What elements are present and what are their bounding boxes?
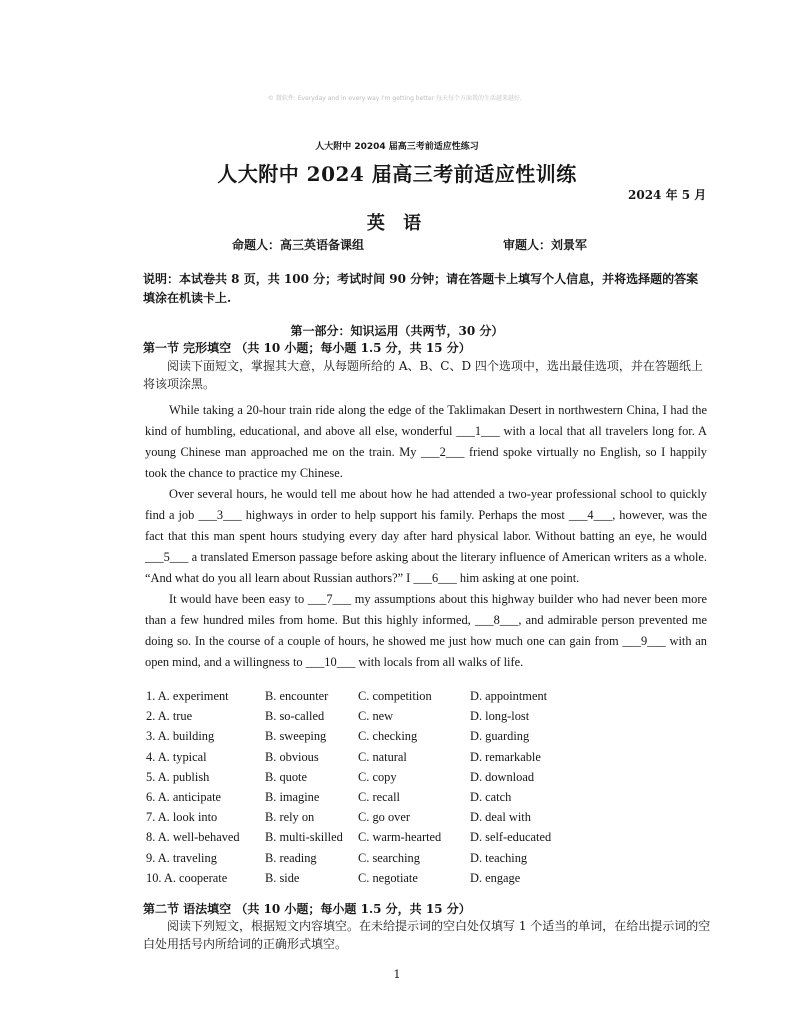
option-b: B. so-called	[265, 709, 325, 724]
option-a: 2. A. true	[146, 709, 193, 724]
option-row	[146, 709, 706, 729]
option-row	[146, 830, 706, 850]
page-number: 1	[393, 968, 401, 981]
option-c: C. checking	[358, 729, 418, 744]
option-a: 1. A. experiment	[146, 689, 229, 703]
section1-heading: 第一节 完形填空 （共 10 小题；每小题 1.5 分，共 15 分）	[143, 341, 471, 355]
option-c: C. copy	[358, 769, 397, 784]
reviewer-line: 审题人：刘景军	[503, 238, 588, 252]
option-c: C. new	[358, 709, 394, 724]
author-line: 命题人：高三英语备课组	[232, 238, 365, 252]
option-row	[146, 689, 706, 709]
option-c: C. natural	[358, 749, 407, 764]
option-c: C. recall	[358, 789, 400, 804]
option-d: D. appointment	[470, 689, 548, 703]
option-a: 10. A. cooperate	[146, 870, 228, 885]
option-a: 4. A. typical	[146, 749, 207, 764]
option-a: 5. A. publish	[146, 769, 210, 784]
watermark-text: © 微软件: Everyday and in every way I'm getting better 每天每个方面我的生活越来越好。	[267, 95, 527, 102]
option-row	[146, 810, 706, 830]
option-d: D. deal with	[470, 810, 531, 825]
part1-heading: 第一部分：知识运用（共两节，30 分）	[290, 324, 504, 338]
option-c: C. go over	[358, 810, 410, 825]
passage-paragraph: Over several hours, he would tell me about how he had attended a two-year professional school to quickly find a job ___3___ highways in order to help support his family. Perhaps the most ___4___, however, was the fact that this man spent hours studying every day after hard physical labor. Without batting an eye, he would ___5___ a translated Emerson passage before asking about the literary influence of American writers as a whole. “And what do you all learn about Russian authors?” I ___6___ him asking at one point.	[145, 487, 707, 585]
option-row	[146, 790, 706, 810]
option-a: 8. A. well-behaved	[146, 830, 240, 845]
option-a: 6. A. anticipate	[146, 789, 222, 804]
section1-instructions: 阅读下面短文，掌握其大意，从每题所给的 A、B、C、D 四个选项中，选出最佳选项，并在答题纸上将该项涂黑。	[143, 359, 703, 391]
option-b: B. multi-skilled	[265, 830, 343, 845]
option-a: 3. A. building	[146, 729, 215, 744]
option-row	[146, 851, 706, 871]
option-a: 9. A. traveling	[146, 850, 217, 865]
subject-heading: 英 语	[366, 213, 428, 234]
option-row	[146, 871, 706, 891]
option-b: B. quote	[265, 769, 307, 784]
exam-date: 2024 年 5 月	[628, 188, 707, 202]
option-row	[146, 770, 706, 790]
option-d: D. download	[470, 769, 535, 784]
option-b: B. side	[265, 870, 300, 885]
option-b: B. rely on	[265, 810, 315, 825]
option-c: C. warm-hearted	[358, 830, 442, 845]
option-b: B. obvious	[265, 749, 319, 764]
option-d: D. teaching	[470, 850, 528, 865]
option-d: D. guarding	[470, 729, 530, 744]
passage-paragraph: It would have been easy to ___7___ my assumptions about this highway builder who had never been more than a few hundred miles from home. But this highly informed, ___8___, and admirable person prevented me doing so. In the course of a couple of hours, he showed me just how much one can gain from ___9___ with an open mind, and a willingness to ___10___ with locals from all walks of life.	[145, 592, 707, 669]
option-row	[146, 750, 706, 770]
running-header: 人大附中 20204 届高三考前适应性练习	[315, 142, 479, 152]
option-b: B. encounter	[265, 689, 329, 703]
option-d: D. catch	[470, 789, 512, 804]
option-b: B. imagine	[265, 789, 320, 804]
option-d: D. self-educated	[470, 830, 552, 845]
page-title: 人大附中 2024 届高三考前适应性训练	[217, 162, 577, 186]
option-c: C. searching	[358, 850, 420, 865]
option-b: B. sweeping	[265, 729, 327, 744]
cloze-passage	[145, 400, 707, 673]
section2-heading: 第二节 语法填空 （共 10 小题；每小题 1.5 分，共 15 分）	[143, 902, 471, 916]
exam-instructions: 说明：本试卷共 8 页，共 100 分；考试时间 90 分钟；请在答题卡上填写个人信息，并将选择题的答案填涂在机读卡上.	[143, 272, 699, 305]
option-a: 7. A. look into	[146, 810, 218, 825]
option-b: B. reading	[265, 850, 317, 865]
option-d: D. engage	[470, 870, 521, 885]
section2-instructions: 阅读下列短文，根据短文内容填空。在未给提示词的空白处仅填写 1 个适当的单词，在给出提示词的空白处用括号内所给词的正确形式填空。	[143, 919, 711, 951]
option-d: D. remarkable	[470, 749, 541, 764]
option-row	[146, 729, 706, 749]
answer-options	[146, 689, 706, 891]
option-d: D. long-lost	[470, 709, 530, 724]
passage-paragraph: While taking a 20-hour train ride along the edge of the Taklimakan Desert in northwestern China, I had the kind of humbling, educational, and above all else, wonderful ___1___ with a local that all travelers long for. A young Chinese man approached me on the train. My ___2___ friend spoke virtually no English, so I happily took the chance to practice my Chinese.	[145, 403, 707, 480]
option-c: C. competition	[358, 689, 432, 703]
option-c: C. negotiate	[358, 870, 418, 885]
